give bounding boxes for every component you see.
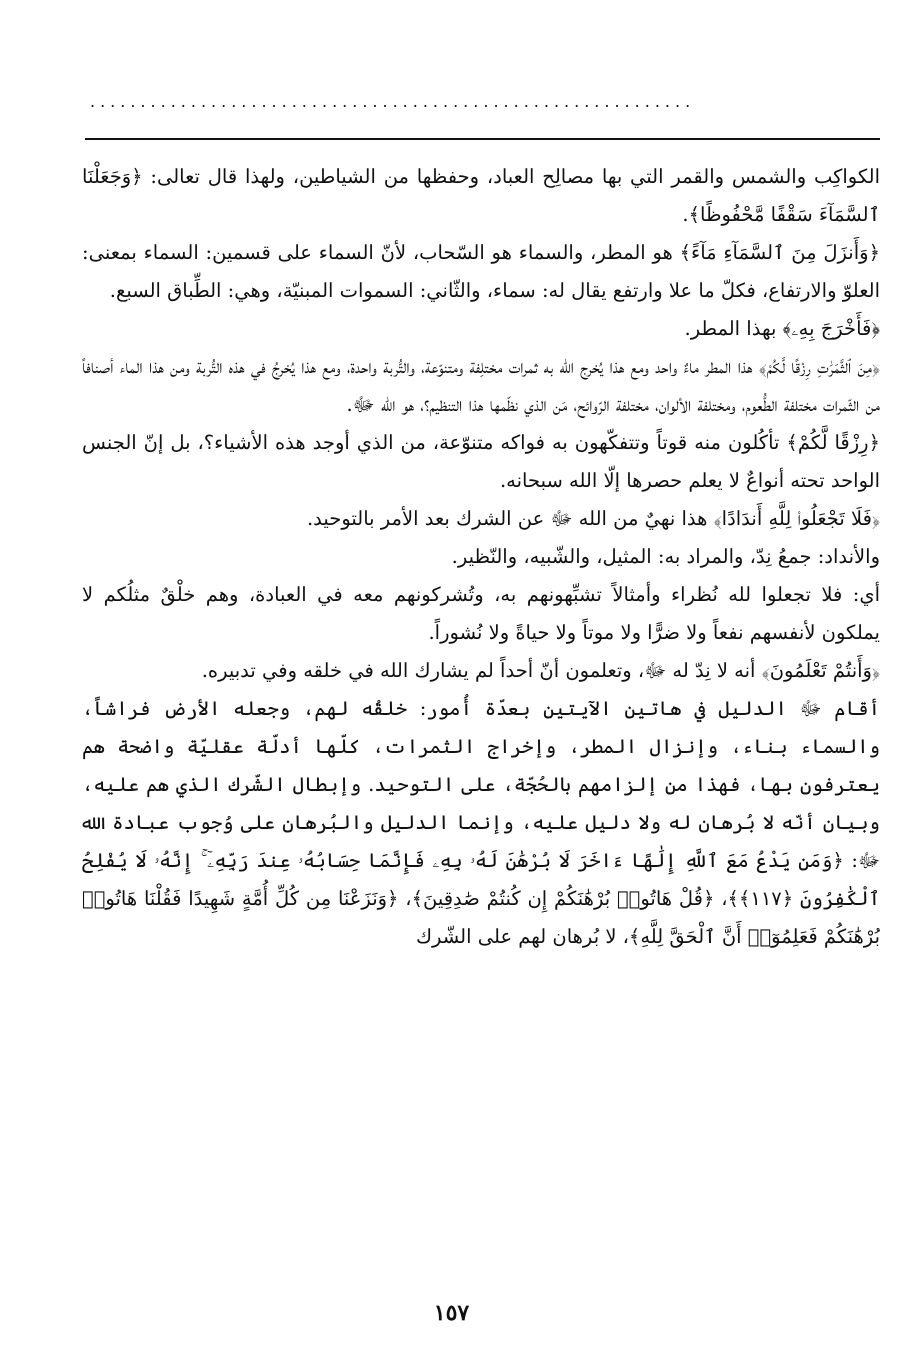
paragraph: ﴿وَأَنتُمْ تَعْلَمُونَ﴾ أنه لا نِدّ له ﷻ، وتعلمون أنّ أحداً لم يشارك الله في خلقه وفي تدبيره. — [201, 659, 880, 682]
paragraph: ﴿فَلَا تَجْعَلُوا۟ لِلَّهِ أَندَادًا﴾ هذا نهيٌ من الله ﷻ عن الشرك بعد الأمر بالتوحيد. — [306, 507, 880, 530]
paragraph: ﴿مِنَ ٱلثَّمَرَٰتِ رِزْقًا لَّكُمْ﴾ هذا المطر ماءٌ واحد ومع هذا يُخرج الله به ثمرات مختلِفة ومتنوّعة، والتُّربة واحدة، ومع هذا يُخرجُ في هذه التُّربة ومن هذا الماء أصنافاً من الثّمرات مختلفة الطُّعوم، ومختلفة الألوان، مختلفة الرّوائح، مَن الذي نظّمها هذا التنظيم؟، هو الله ﷻ. — [82, 355, 880, 416]
paragraph: والأنداد: جمعُ نِدّ، والمراد به: المثيل، والشّبيه، والنّظير. — [451, 545, 880, 568]
paragraph: الكواكِب والشمس والقمر التي بها مصالِح العباد، وحفظها من الشياطين، ولهذا قال تعالى: ﴿وَجَعَلْنَا ٱلسَّمَآءَ سَقْفًا مَّحْفُوظًا﴾. — [82, 165, 880, 226]
page-number: ١٥٧ — [433, 1300, 470, 1326]
header-rule — [85, 138, 880, 140]
paragraph: ﴿وَأَنزَلَ مِنَ ٱلسَّمَآءِ مَآءً﴾ هو المطر، والسماء هو السّحاب، لأنّ السماء على قسمين: السماء بمعنى: العلوّ والارتفاع، فكلّ ما علا وارتفع يقال له: سماء، والثّاني: السموات المبنيّة، وهي: الطِّباق السبع. — [82, 241, 880, 302]
paragraph: أي: فلا تجعلوا لله نُظراء وأمثالاً تشبِّهونهم به، وتُشركونهم معه في العبادة، وهم خلْقٌ مثلُكم لا يملكون لأنفسهم نفعاً ولا ضرًّا ولا موتاً ولا حياةً ولا نُشوراً. — [82, 583, 880, 644]
page-body — [82, 158, 880, 1280]
paragraph: أقام ﷻ الدليل في هاتين الآيتين بعدّة أُمور: خلقُه لهم، وجعله الأرض فراشاً، والسماء بناء، وإنزال المطر، وإخراج الثمرات، كلّها أدلّة عقليّة واضحة هم يعترفون بها، فهذا من إلزامهم بالحُجّة، على التوحيد. وإبطال الشّرك الذي هم عليه، وبيان أنّه لا بُرهان له ولا دليل عليه، وإنما الدليل والبُرهان على وُجوب عبادة الله ﷻ: ﴿وَمَن يَدْعُ مَعَ ٱللَّهِ إِلَٰهًا ءَاخَرَ لَا بُرْهَٰنَ لَهُۥ بِهِۦ فَإِنَّمَا حِسَابُهُۥ عِندَ رَبِّهِۦٓ ۚ إِنَّهُۥ لَا يُفْلِحُ ٱلْكَٰفِرُونَ ﴿١١٧﴾﴾، ﴿قُلْ هَاتُوا۟ بُرْهَٰنَكُمْ إِن كُنتُمْ صَٰدِقِينَ﴾، ﴿وَنَزَعْنَا مِن كُلِّ أُمَّةٍ شَهِيدًا فَقُلْنَا هَاتُوا۟ بُرْهَٰنَكُمْ فَعَلِمُوٓا۟ أَنَّ ٱلْحَقَّ لِلَّهِ﴾، لا بُرهان لهم على الشّرك — [82, 697, 880, 948]
paragraph: ﴿رِزْقًا لَّكُمْ﴾ تأكُلون منه قوتاً وتتفكّهون به فواكه متنوّعة، من الذي أوجد هذه الأشياء؟، بل إنّ الجنس الواحد تحته أنواعٌ لا يعلم حصرها إلّا الله سبحانه. — [82, 431, 880, 492]
paragraph: ﴿فَأَخْرَجَ بِهِۦ﴾ بهذا المطر. — [684, 317, 880, 340]
header-dotted-line: ............................................................ — [90, 92, 696, 111]
